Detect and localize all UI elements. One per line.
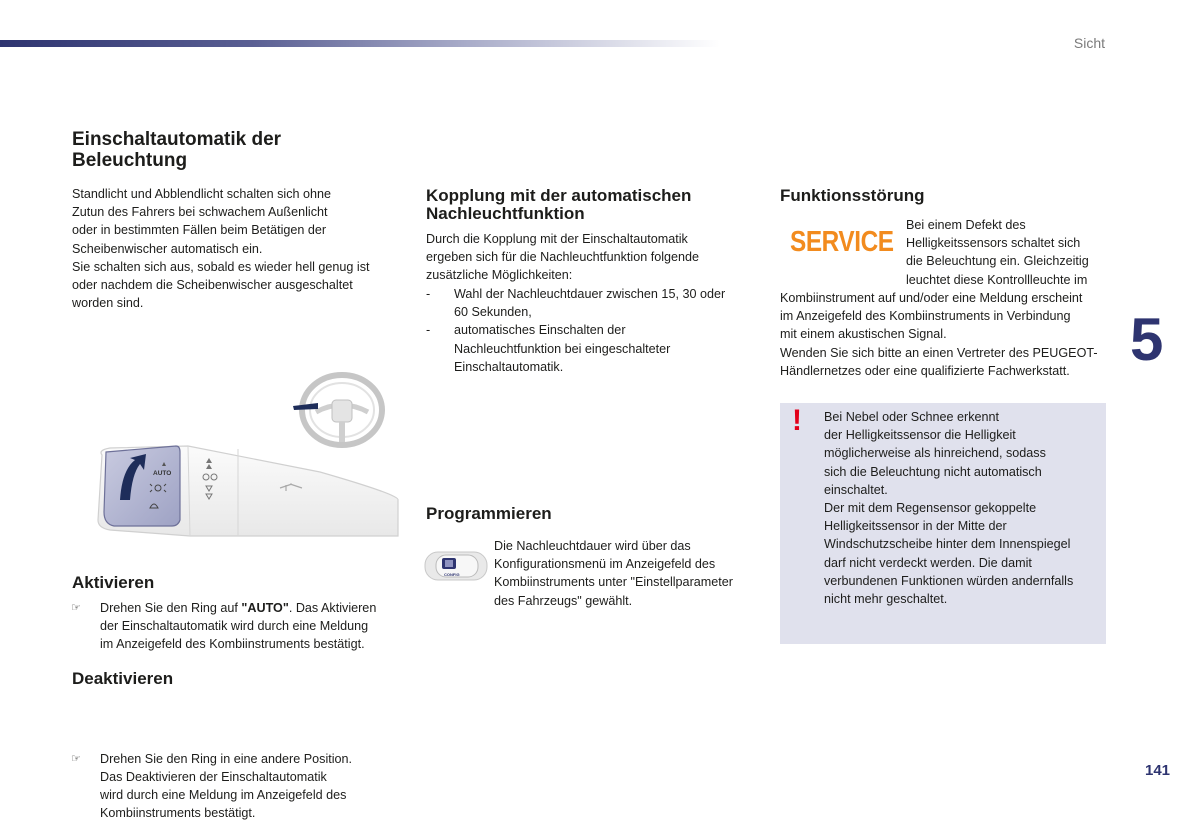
programming-text: [494, 537, 764, 610]
config-button-icon: [424, 546, 490, 586]
header-gradient-bar: [0, 40, 720, 47]
malfunction-text-short: [906, 216, 1106, 289]
auto-emphasis: "AUTO": [241, 601, 289, 615]
service-warning-icon: SERVICE: [790, 226, 894, 258]
text-line: Sie schalten sich aus, sobald es wieder hell genug ist: [72, 259, 370, 274]
text-line: Nachleuchtfunktion bei eingeschalteter: [454, 341, 671, 356]
text-line: des Fahrzeugs" gewählt.: [494, 593, 633, 608]
text-line: einschaltet.: [824, 482, 888, 497]
text-line: der Helligkeitssensor die Helligkeit: [824, 428, 1016, 443]
chapter-number: 5: [1130, 306, 1164, 373]
text-line: Einschaltautomatik.: [454, 359, 564, 374]
title-line: Nachleuchtfunktion: [426, 204, 585, 223]
warning-text: [824, 408, 1104, 608]
text-run: Drehen Sie den Ring auf: [100, 601, 242, 615]
text-line: Standlicht und Abblendlicht schalten sich ohne: [72, 187, 332, 201]
list-item: [426, 321, 756, 376]
coupling-options-list: [426, 285, 756, 376]
text-line: Helligkeitssensors schaltet sich: [906, 236, 1081, 251]
hand-pointer-icon: ☞: [71, 752, 81, 765]
text-line: Kombiinstruments bestätigt.: [100, 806, 256, 821]
steering-wheel-icon: [302, 375, 382, 445]
text-line: Der mit dem Regensensor gekoppelte: [824, 501, 1037, 516]
config-label: CONFIG: [444, 572, 460, 577]
title-line: Einschaltautomatik der: [72, 129, 282, 150]
text-line: worden sind.: [72, 296, 144, 311]
text-line: 60 Sekunden,: [454, 305, 532, 320]
text-line: Kombiinstrument auf und/oder eine Meldung erscheint: [780, 291, 1083, 305]
text-line: Durch die Kopplung mit der Einschaltautomatik: [426, 232, 688, 246]
page-title: [72, 129, 281, 171]
section-label: Sicht: [1073, 35, 1105, 51]
hand-pointer-icon: ☞: [71, 602, 81, 614]
text-run: . Das Aktivieren: [288, 601, 377, 615]
dash-marker: -: [426, 323, 431, 338]
text-line: Bei einem Defekt des: [906, 218, 1026, 232]
text-line: möglicherweise als hinreichend, sodass: [824, 446, 1046, 461]
activate-step: [71, 599, 430, 654]
intro-paragraph: [72, 185, 402, 312]
text-line: zusätzliche Möglichkeiten:: [426, 268, 573, 283]
text-line: die Beleuchtung ein. Gleichzeitig: [906, 254, 1089, 269]
text-line: Windschutzscheibe hinter dem Innenspiegel: [824, 537, 1071, 552]
text-line: im Anzeigefeld des Kombiinstruments in Verbindung: [780, 309, 1071, 324]
text-line: Konfigurationsmenü im Anzeigefeld des: [494, 557, 716, 572]
dash-marker: -: [426, 287, 431, 301]
title-line: Kopplung mit der automatischen: [426, 186, 692, 205]
text-line: wird durch eine Meldung im Anzeigefeld des: [100, 788, 347, 803]
text-line: Händlernetzes oder eine qualifizierte Fachwerkstatt.: [780, 363, 1070, 378]
text-line: Scheibenwischer automatisch ein.: [72, 241, 263, 256]
text-line: oder in bestimmten Fällen beim Betätigen der: [72, 223, 327, 238]
text-line: Wahl der Nachleuchtdauer zwischen 15, 30 oder: [454, 287, 726, 301]
text-line: leuchtet diese Kontrollleuchte im: [906, 272, 1088, 287]
text-line: im Anzeigefeld des Kombiinstruments bestätigt.: [100, 637, 365, 652]
text-line: Wenden Sie sich bitte an einen Vertreter des PEUGEOT-: [780, 345, 1098, 360]
coupling-intro: [426, 230, 756, 285]
text-line: Zutun des Fahrers bei schwachem Außenlicht: [72, 205, 328, 220]
activate-heading: Aktivieren: [72, 573, 155, 592]
text-line: sich die Beleuchtung nicht automatisch: [824, 464, 1042, 479]
text-line: ergeben sich für die Nachleuchtfunktion folgende: [426, 250, 700, 265]
coupling-heading: [426, 187, 691, 223]
text-line: verbundenen Funktionen würden andernfalls: [824, 573, 1074, 588]
auto-label: AUTO: [153, 470, 172, 477]
text-line: Drehen Sie den Ring in eine andere Position.: [100, 751, 353, 766]
lighting-stalk-illustration: [80, 360, 400, 545]
list-item: [426, 285, 756, 321]
title-line: Beleuchtung: [72, 150, 188, 171]
text-line: [100, 599, 430, 617]
deactivate-step: [71, 750, 430, 822]
programming-heading: Programmieren: [426, 504, 552, 523]
text-line: der Einschaltautomatik wird durch eine Meldung: [100, 619, 369, 634]
text-line: oder nachdem die Scheibenwischer ausgeschaltet: [72, 278, 353, 293]
text-line: automatisches Einschalten der: [454, 323, 626, 338]
text-line: Kombiinstruments unter "Einstellparameter: [494, 575, 733, 590]
deactivate-heading: Deaktivieren: [72, 669, 174, 688]
warning-exclamation-icon: !: [792, 404, 802, 437]
text-line: nicht mehr geschaltet.: [824, 592, 948, 607]
text-line: Das Deaktivieren der Einschaltautomatik: [100, 769, 327, 784]
text-line: darf nicht verdeckt werden. Die damit: [824, 555, 1032, 570]
malfunction-text-full: [780, 289, 1110, 380]
page-number: 141: [1145, 762, 1171, 779]
text-line: mit einem akustischen Signal.: [780, 327, 947, 342]
text-line: Bei Nebel oder Schnee erkennt: [824, 410, 1000, 424]
malfunction-heading: Funktionsstörung: [780, 186, 925, 205]
text-line: Helligkeitssensor in der Mitte der: [824, 519, 1007, 534]
text-line: Die Nachleuchtdauer wird über das: [494, 539, 691, 553]
